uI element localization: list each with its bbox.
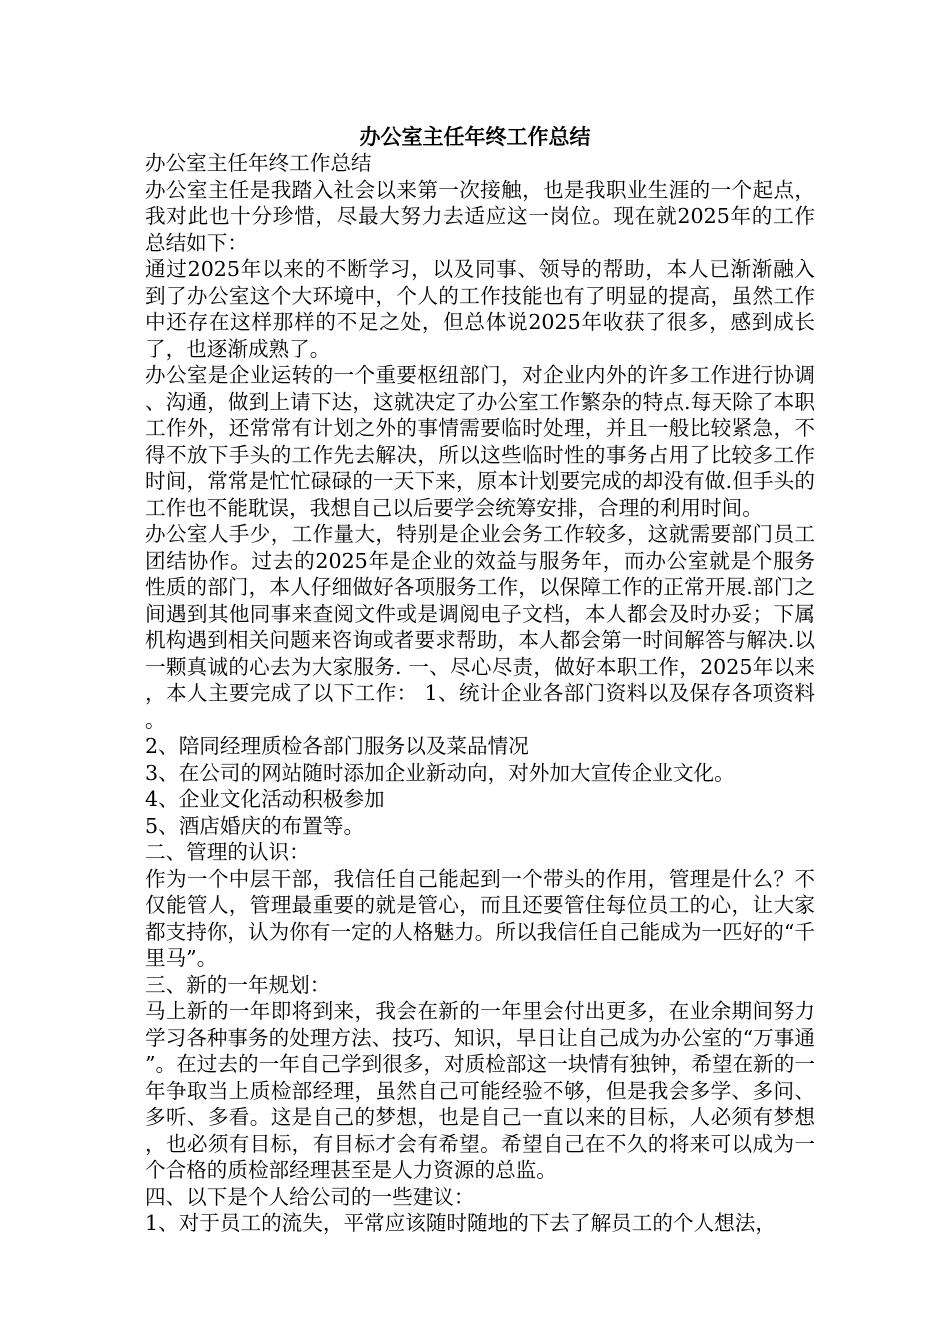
paragraph-office-role: 办公室是企业运转的一个重要枢纽部门，对企业内外的许多工作进行协调、沟通，做到上请下达，这就决定了办公室工作繁杂的特点.每天除了本职工作外，还常常有计划之外的事情需要临时处理，并且一般比较紧急，不得不放下手头的工作先去解决，所以这些临时性的事务占用了比较多工作时间，常常是忙忙碌碌的一天下来，原本计划要完成的却没有做.但手头的工作也不能耽误，我想自己以后要学会统筹安排，合理的利用时间。 (145, 363, 815, 520)
section-heading-management: 二、管理的认识： (145, 840, 310, 864)
paragraph-task-5: 5、酒店婚庆的布置等。 (145, 813, 365, 838)
paragraph-suggestion-1: 1、对于员工的流失，平常应该随时随地的下去了解员工的个人想法， (145, 1211, 776, 1235)
document-title: 办公室主任年终工作总结 (359, 124, 591, 149)
paragraph-growth: 通过2025年以来的不断学习，以及同事、领导的帮助，本人已渐渐融入到了办公室这个大环境中，个人的工作技能也有了明显的提高，虽然工作中还存在这样那样的不足之处，但总体说2025年收获了很多，感到成长了，也逐渐成熟了。 (145, 257, 815, 361)
paragraph-management: 作为一个中层干部，我信任自己能起到一个带头的作用，管理是什么？不仅能管人，管理最重要的就是管心，而且还要管住每位员工的心，让大家都支持你，认为你有一定的人格魅力。所以我信任自己能成为一匹好的“千里马”。 (145, 866, 815, 970)
paragraph-intro: 办公室主任是我踏入社会以来第一次接触，也是我职业生涯的一个起点，我对此也十分珍惜，尽最大努力去适应这一岗位。现在就2025年的工作总结如下： (145, 177, 815, 255)
paragraph-task-2: 2、陪同经理质检各部门服务以及菜品情况 (145, 734, 529, 758)
paragraph-subtitle: 办公室主任年终工作总结 (145, 151, 372, 175)
paragraph-task-3: 3、在公司的网站随时添加企业新动向，对外加大宣传企业文化。 (145, 760, 735, 785)
document-body (145, 150, 815, 1237)
paragraph-teamwork: 办公室人手少，工作量大，特别是企业会务工作较多，这就需要部门员工团结协作。过去的2025年是企业的效益与服务年，而办公室就是个服务性质的部门，本人仔细做好各项服务工作，以保障工作的正常开展.部门之间遇到其他同事来查阅文件或是调阅电子文档，本人都会及时办妥；下属机构遇到相关问题来咨询或者要求帮助，本人都会第一时间解答与解决.以一颗真诚的心去为大家服务. 一、尽心尽责，做好本职工作，2025年以来，本人主要完成了以下工作： 1、统计企业各部门资料以及保存各项资料。 (145, 522, 815, 732)
paragraph-plan: 马上新的一年即将到来，我会在新的一年里会付出更多，在业余期间努力学习各种事务的处理方法、技巧、知识，早日让自己成为办公室的“万事通”。在过去的一年自己学到很多，对质检部这一块情有独钟，希望在新的一年争取当上质检部经理，虽然自己可能经验不够，但是我会多学、多问、多听、多看。这是自己的梦想，也是自己一直以来的目标，人必须有梦想，也必须有目标，有目标才会有希望。希望自己在不久的将来可以成为一个合格的质检部经理甚至是人力资源的总监。 (145, 999, 815, 1182)
section-heading-plan: 三、新的一年规划： (145, 972, 331, 997)
section-heading-suggestions: 四、以下是个人给公司的一些建议： (145, 1184, 475, 1209)
paragraph-task-4: 4、企业文化活动积极参加 (145, 787, 385, 811)
